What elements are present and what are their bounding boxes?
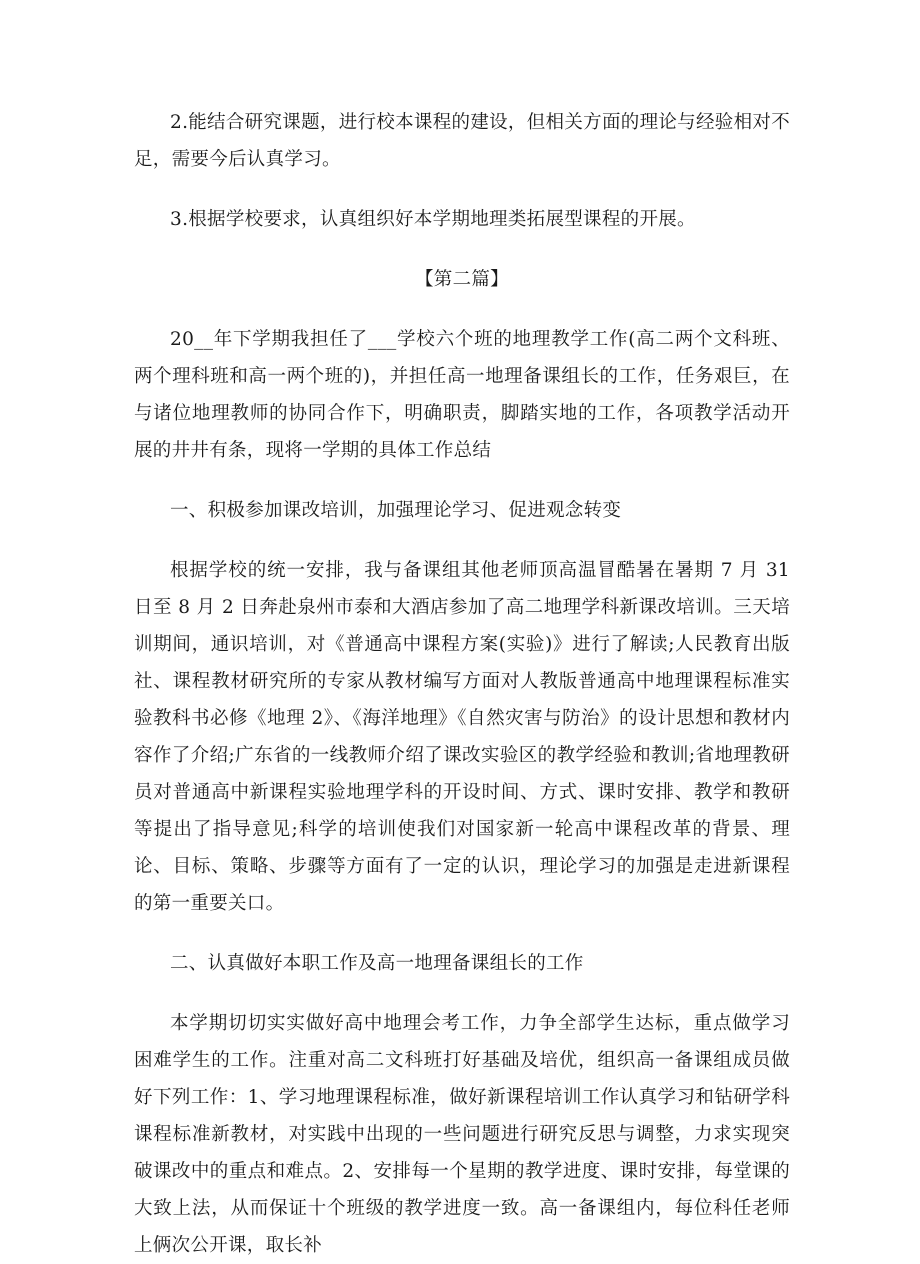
- work-paragraph: 本学期切切实实做好高中地理会考工作，力争全部学生达标，重点做学习困难学生的工作。注重对高二文科班打好基础及培优，组织高一备课组成员做好下列工作：1、学习地理课程标准，做好新课程培训工作认真学习和钻研学科课程标准新教材，对实践中出现的一些问题进行研究反思与调整，力求实现突破课改中的重点和难点。2、安排每一个星期的教学进度、课时安排，每堂课的大致上法，从而保证十个班级的教学进度一致。高一备课组内，每位科任老师上俩次公开课，取长补: [134, 1013, 790, 1256]
- section-title: 【第二篇】: [414, 269, 509, 290]
- section-heading-1: 一、积极参加课改培训，加强理论学习、促进观念转变: [170, 500, 622, 521]
- paragraph-item-2: 2.能结合研究课题，进行校本课程的建设，但相关方面的理论与经验相对不足，需要今后认真学习。: [134, 112, 790, 170]
- document-body: [134, 104, 790, 1264]
- section-heading-2: 二、认真做好本职工作及高一地理备课组长的工作: [170, 953, 584, 974]
- training-paragraph: 根据学校的统一安排，我与备课组其他老师顶高温冒酷暑在暑期 7 月 31 日至 8 月 2 日奔赴泉州市泰和大酒店参加了高二地理学科新课改培训。三天培训期间，通识培训，对《普通高中课程方案(实验)》进行了解读;人民教育出版社、课程教材研究所的专家从教材编写方面对人教版普通高中地理课程标准实验教科书必修《地理 2》、《海洋地理》《自然灾害与防治》的设计思想和教材内容作了介绍;广东省的一线教师介绍了课改实验区的教学经验和教训;省地理教研员对普通高中新课程实验地理学科的开设时间、方式、课时安排、教学和教研等提出了指导意见;科学的培训使我们对国家新一轮高中课程改革的背景、理论、目标、策略、步骤等方面有了一定的认识，理论学习的加强是走进新课程的第一重要关口。: [134, 560, 790, 914]
- intro-paragraph: 20__年下学期我担任了___学校六个班的地理教学工作(高二两个文科班、两个理科班和高一两个班的)，并担任高一地理备课组长的工作，任务艰巨，在与诸位地理教师的协同合作下，明确职责，脚踏实地的工作，各项教学活动开展的井井有条，现将一学期的具体工作总结: [134, 329, 790, 461]
- paragraph-item-3: 3.根据学校要求，认真组织好本学期地理类拓展型课程的开展。: [170, 209, 696, 230]
